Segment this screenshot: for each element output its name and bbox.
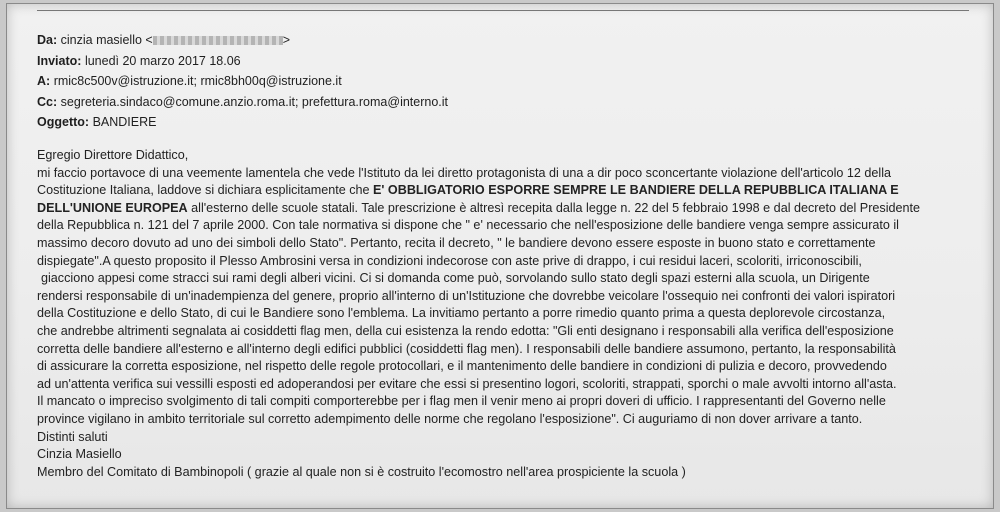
body-line: rendersi responsabile di un'inadempienza del genere, proprio all'interno di un'Istituzione che dovrebbe veicolare l'ossequio nei confronti dei valori ispiratori (37, 288, 896, 303)
signature-role: Membro del Comitato di Bambinopoli ( grazie al quale non si è costruito l'ecomostro nell'area prospiciente la scuola ) (37, 464, 686, 479)
subject-value: BANDIERE (92, 115, 157, 129)
body-line: dispiegate".A questo proposito il Plesso Ambrosini versa in condizioni indecorose con aste prive di drappo, i cui residui laceri, scoloriti, irriconoscibili, (37, 253, 862, 268)
to-label: A: (37, 74, 51, 88)
from-row (37, 30, 957, 51)
body-line: corretta delle bandiere all'esterno e all'interno degli edifici pubblici (cosiddetti flag men). I responsabili delle bandiere assumono, pertanto, la responsabilità (37, 341, 896, 356)
email-printout (6, 3, 994, 509)
subject-row (37, 112, 957, 133)
body-line: di assicurare la corretta esposizione, nel rispetto delle regole protocollari, e il mantenimento delle bandiere in condizioni di pulizia e decoro, provvedendo (37, 359, 887, 374)
cc-label: Cc: (37, 94, 58, 109)
body-line: della Costituzione e dello Stato, di cui le Bandiere sono l'emblema. La invitiamo pertanto a porre rimedio quanto prima a questa deplorevole circostanza, (37, 306, 886, 321)
body-line (37, 200, 987, 218)
body-line: massimo decoro dovuto ad uno dei simboli dello Stato". Pertanto, recita il decreto, " le bandiere devono essere esposte in buono stato e correttamente (37, 235, 876, 250)
body-line: mi faccio portavoce di una veemente lamentela che vede l'Istituto da lei diretto protagonista di una a dir poco sconcertante violazione dell'articolo 12 della (37, 165, 891, 180)
signature-name: Cinzia Masiello (37, 447, 122, 462)
email-header (37, 30, 957, 133)
body-text: all'esterno delle scuole statali. Tale prescrizione è altresì recepita dalla legge n. 22 del 5 febbraio 1998 e dal decreto del Presidente (187, 200, 921, 215)
cc-row (37, 92, 957, 113)
body-line: della Repubblica n. 121 del 7 aprile 2000. Con tale normativa si dispone che " e' necessario che nell'esposizione delle bandiere venga sempre assicurato il (37, 218, 899, 233)
redacted-email-block (153, 36, 283, 45)
subject-label: Oggetto: (37, 115, 90, 129)
from-end: > (282, 33, 291, 47)
email-body (37, 147, 987, 481)
from-label: Da: (37, 33, 58, 47)
to-row (37, 71, 957, 92)
closing-line: Distinti saluti (37, 429, 108, 444)
from-value: cinzia masiello < (60, 33, 153, 47)
body-text: Costituzione Italiana, laddove si dichiara esplicitamente che (37, 183, 374, 198)
cc-value: segreteria.sindaco@comune.anzio.roma.it; prefettura.roma@interno.it (60, 94, 449, 109)
body-line: province vigilano in ambito territoriale sul corretto adempimento delle norme che regolano l'esposizione". Ci auguriamo di non dover arrivare a tanto. (37, 411, 863, 426)
body-line: giacciono appesi come stracci sui rami degli alberi vicini. Ci si domanda come può, sorvolando sullo stato degli spazi esterni alla scuola, un Dirigente (41, 271, 870, 286)
sent-row (37, 51, 957, 72)
top-divider (37, 10, 969, 11)
sent-value: lunedì 20 marzo 2017 18.06 (84, 53, 241, 68)
emphasis-text: E' OBBLIGATORIO ESPORRE SEMPRE LE BANDIERE DELLA REPUBBLICA ITALIANA E (373, 183, 899, 198)
to-value: rmic8c500v@istruzione.it; rmic8bh00q@istruzione.it (53, 74, 342, 88)
body-line: ad un'attenta verifica sui vessilli esposti ed adoperandosi per evitare che essi si presentino logori, scoloriti, strappati, sporchi o male avvolti intorno all'asta. (37, 376, 897, 391)
greeting: Egregio Direttore Didattico, (37, 148, 189, 162)
body-line: Il mancato o impreciso svolgimento di tali compiti comporterebbe per i flag men il venir meno ai propri doveri di ufficio. I rappresentanti del Governo nelle (37, 394, 886, 409)
body-line: che andrebbe altrimenti segnalata ai cosiddetti flag men, della cui esistenza la rendo edotta: "Gli enti designano i responsabili alla verifica dell'esposizione (37, 323, 894, 338)
sent-label: Inviato: (37, 53, 82, 68)
body-line (37, 182, 987, 200)
emphasis-text: DELL'UNIONE EUROPEA (37, 200, 188, 215)
